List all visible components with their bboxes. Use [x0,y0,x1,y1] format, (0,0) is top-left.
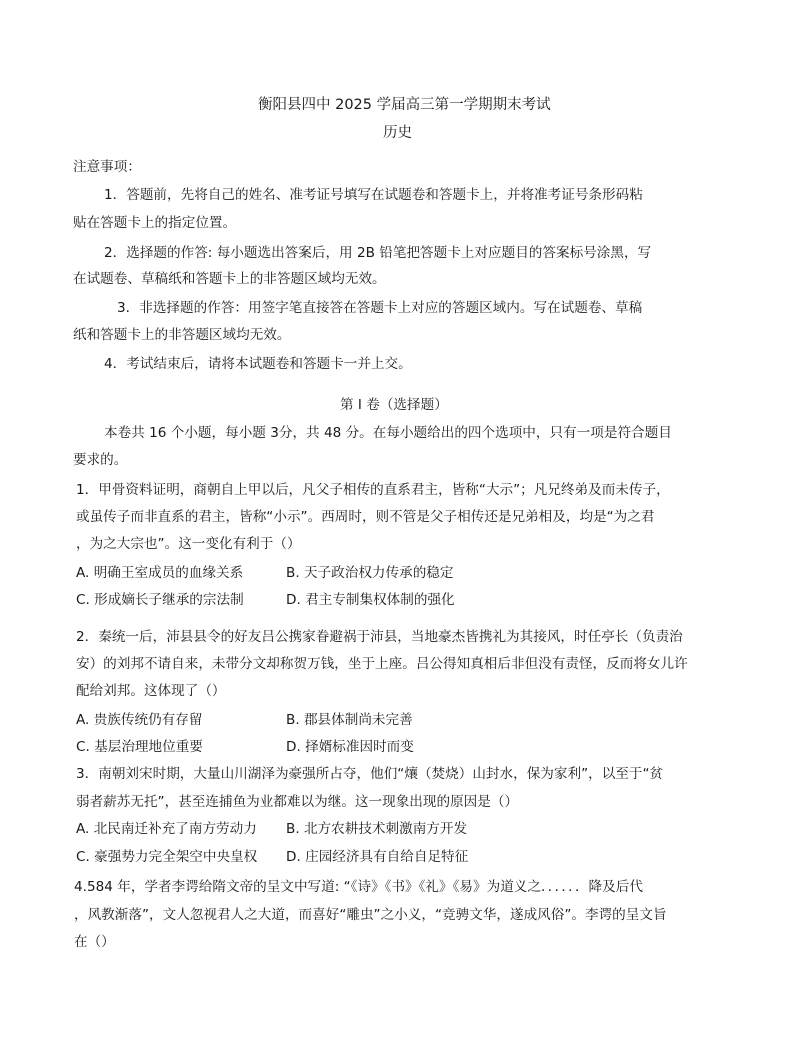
exam-title: 衡阳县四中 2025 学届高三第一学期期末考试 [258,97,551,113]
question-3-option-c: C. 豪强势力完全架空中央皇权 [76,849,258,865]
question-2-option-d: D. 择婿标准因时而变 [286,739,414,755]
notice-item-2-line-2: 在试题卷、草稿纸和答题卡上的非答题区域均无效。 [73,271,386,287]
question-2-option-a: A. 贵族传统仍有存留 [76,712,203,728]
question-3-option-b: B. 北方农耕技术刺激南方开发 [286,821,468,837]
exam-subject: 历史 [383,125,412,141]
question-2-stem-line-3: 配给刘邦。这体现了（） [76,683,226,699]
notice-item-2-line-1: 2．选择题的作答: 每小题选出答案后，用 2B 铅笔把答题卡上对应题目的答案标号涂黑，写 [104,245,652,261]
question-3-option-d: D. 庄园经济具有自给自足特征 [286,849,469,865]
section-title: 第 I 卷（选择题） [340,397,448,413]
notice-heading: 注意事项： [73,159,141,175]
section-intro-line-1: 本卷共 16 个小题，每小题 3分，共 48 分。在每小题给出的四个选项中，只有一项是符合题目 [104,425,672,441]
question-1-stem-line-2: 或虽传子而非直系的君主，皆称“小示”。西周时，则不管是父子相传还是兄弟相及，均是“为之君 [76,509,655,525]
question-3-stem-line-2: 弱者薪苏无托”，甚至连捕鱼为业都难以为继。这一现象出现的原因是（） [76,794,519,810]
question-1-option-c: C. 形成嫡长子继承的宗法制 [76,592,244,608]
question-2-stem-line-1: 2．秦统一后，沛县县令的好友吕公携家眷避祸于沛县，当地豪杰皆携礼为其接风，时任亭长（负责治 [76,629,683,645]
notice-item-3-line-2: 纸和答题卡上的非答题区域均无效。 [73,327,291,343]
notice-item-1-line-2: 贴在答题卡上的指定位置。 [73,215,237,231]
question-4-stem-line-3: 在（） [74,934,115,950]
question-4-stem-line-2: ，风教渐落”，文人忽视君人之大道，而喜好“雕虫”之小义，“竞骋文华，遂成风俗”。李谔的呈文旨 [74,907,667,923]
section-intro-line-2: 要求的。 [73,452,128,468]
question-3-stem-line-1: 3．南朝刘宋时期，大量山川湖泽为豪强所占夺，他们“爙（焚烧）山封水，保为家利”，以至于“贫 [76,766,664,782]
notice-item-3-line-1: 3．非选择题的作答：用签字笔直接答在答题卡上对应的答题区域内。写在试题卷、草稿 [117,300,643,316]
notice-item-1-line-1: 1．答题前，先将自己的姓名、准考证号填写在试题卷和答题卡上，并将准考证号条形码粘 [104,187,643,203]
question-2-option-c: C. 基层治理地位重要 [76,739,203,755]
notice-item-4: 4．考试结束后，请将本试题卷和答题卡一并上交。 [104,356,412,372]
question-3-option-a: A. 北民南迁补充了南方劳动力 [76,821,257,837]
question-1-stem-line-1: 1．甲骨资料证明，商朝自上甲以后，凡父子相传的直系君主，皆称“大示”；凡兄终弟及而未传子， [76,482,670,498]
question-1-option-a: A. 明确王室成员的血缘关系 [76,565,244,581]
question-2-stem-line-2: 安）的刘邦不请自来，未带分文却称贺万钱，坐于上座。吕公得知真相后非但没有责怪，反而将女儿许 [76,656,688,672]
question-1-option-d: D. 君主专制集权体制的强化 [286,592,455,608]
question-1-stem-line-3: ，为之大宗也”。这一变化有利于（） [76,536,301,552]
question-1-option-b: B. 天子政治权力传承的稳定 [286,565,454,581]
question-2-option-b: B. 郡县体制尚未完善 [286,712,413,728]
question-4-stem-line-1: 4.584 年，学者李谔给隋文帝的呈文中写道: “《诗》《书》《礼》《易》为道义之．．．．．．降及后代 [74,879,643,895]
